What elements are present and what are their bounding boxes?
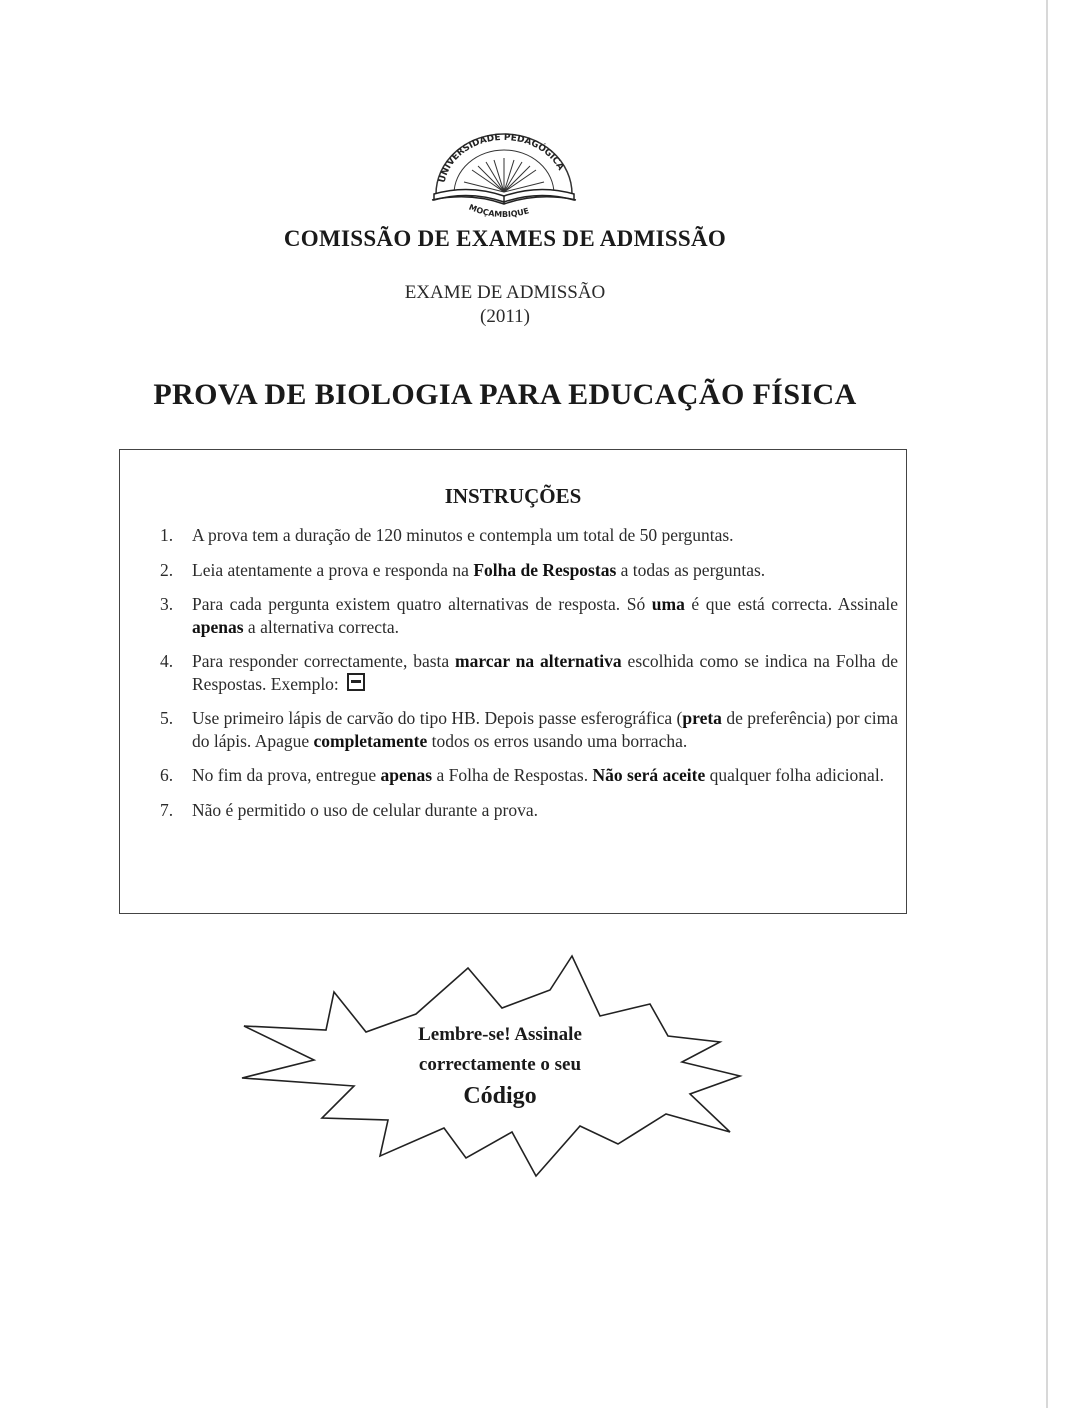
- instruction-item: 2. Leia atentamente a prova e responda na Folha de Respostas a todas as perguntas.: [160, 559, 766, 580]
- exam-name: EXAME DE ADMISSÃO: [404, 282, 606, 303]
- instruction-item: 1. A prova tem a duração de 120 minutos e contempla um total de 50 perguntas.: [160, 525, 734, 545]
- instructions-list: [156, 524, 898, 833]
- instruction-item: 7. Não é permitido o uso de celular durante a prova.: [160, 799, 538, 820]
- instructions-title: INSTRUÇÕES: [444, 484, 582, 508]
- svg-text:UNIVERSIDADE PEDAGÓGICA: UNIVERSIDADE PEDAGÓGICA: [437, 132, 566, 184]
- reminder-line-1: Lembre-se! Assinale: [418, 1024, 582, 1045]
- university-logo: [414, 128, 594, 224]
- marked-box-example-icon: [347, 673, 365, 691]
- commission-heading: COMISSÃO DE EXAMES DE ADMISSÃO: [283, 226, 727, 251]
- instruction-item: 5. Use primeiro lápis de carvão do tipo HB. Depois passe esferográfica (preta de preferência) por cima do lápis. Apague completamente todos os erros usando uma borracha.: [160, 708, 898, 751]
- instruction-item: 4. Para responder correctamente, basta marcar na alternativa escolhida como se indica na Folha de Respostas. Exemplo:: [160, 651, 898, 694]
- page-title: PROVA DE BIOLOGIA PARA EDUCAÇÃO FÍSICA: [153, 378, 857, 411]
- reminder-line-2: correctamente o seu: [418, 1054, 582, 1075]
- instructions-box: [119, 449, 907, 914]
- instruction-item: 3. Para cada pergunta existem quatro alternativas de resposta. Só uma é que está correcta. Assinale apenas a alternativa correcta.: [160, 594, 898, 637]
- svg-text:MOÇAMBIQUE: MOÇAMBIQUE: [467, 202, 531, 220]
- instruction-item: 6. No fim da prova, entregue apenas a Folha de Respostas. Não será aceite qualquer folha adicional.: [160, 765, 885, 785]
- scan-edge-line: [1046, 0, 1048, 1408]
- exam-year: (2011): [480, 306, 530, 327]
- reminder-code-word: Código: [463, 1083, 537, 1109]
